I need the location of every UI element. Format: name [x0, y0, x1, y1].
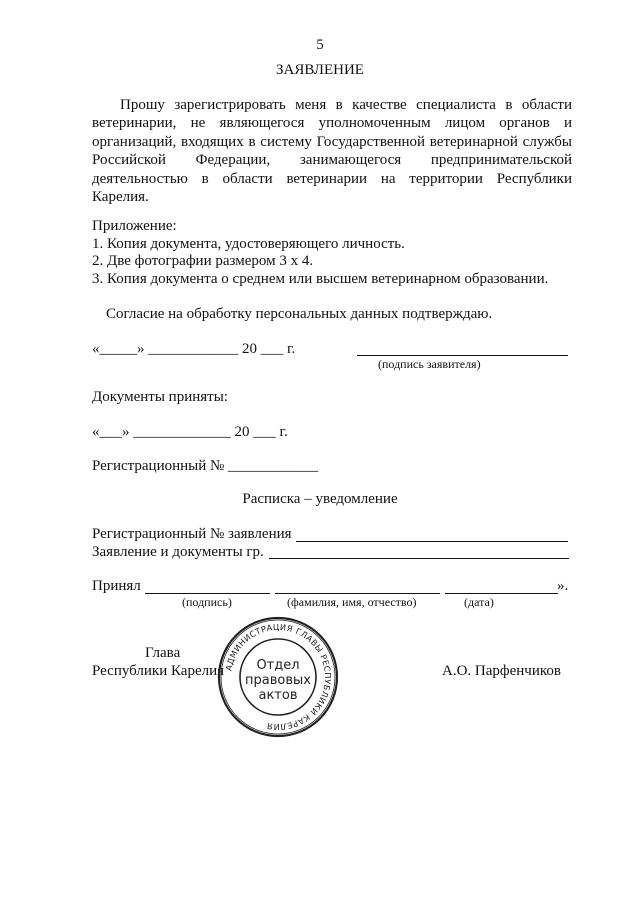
full-name-caption: (фамилия, имя, отчество)	[287, 595, 417, 609]
request-line: Российской Федерации, занимающегося предпринимательской	[92, 152, 572, 169]
receipt-title: Расписка – уведомление	[242, 491, 398, 507]
attachments-heading: Приложение:	[92, 218, 177, 234]
documents-from-label: Заявление и документы гр.	[92, 544, 264, 560]
attachment-item: 1. Копия документа, удостоверяющего личность.	[92, 236, 405, 252]
document-title: ЗАЯВЛЕНИЕ	[276, 62, 364, 78]
consent-statement: Согласие на обработку персональных данных подтверждаю.	[106, 306, 493, 322]
applicant-signature-line	[357, 355, 568, 356]
accepted-by-date-line	[445, 593, 558, 594]
signature-caption: (подпись)	[182, 595, 232, 609]
request-line: Карелия.	[92, 188, 149, 205]
page-number: 5	[316, 37, 324, 53]
application-registration-line	[296, 541, 568, 542]
signatory-name: А.О. Парфенчиков	[442, 663, 561, 679]
accepted-by-label: Принял	[92, 578, 141, 594]
attachment-item: 3. Копия документа о среднем или высшем ветеринарном образовании.	[92, 271, 549, 287]
receipt-closing: ».	[557, 578, 569, 594]
accepted-by-name-line	[275, 593, 440, 594]
request-line: Прошу зарегистрировать меня в качестве специалиста в области	[120, 97, 572, 113]
request-paragraph	[92, 96, 572, 206]
request-line: организаций, входящих в систему Государственной ветеринарной службы	[92, 133, 572, 150]
official-stamp	[216, 615, 340, 739]
stamp-center-line: Отдел	[256, 658, 300, 673]
signatory-position-line2: Республики Карелия	[92, 663, 225, 679]
stamp-center-line: актов	[258, 688, 298, 703]
accepted-by-signature-line	[145, 593, 270, 594]
applicant-signature-caption: (подпись заявителя)	[378, 357, 481, 371]
signatory-position-line1: Глава	[145, 645, 181, 661]
documents-from-line	[269, 558, 569, 559]
request-line: деятельностью в области ветеринарии на территории Республики	[92, 170, 572, 187]
stamp-ring-text: АДМИНИСТРАЦИЯ ГЛАВЫ РЕСПУБЛИКИ КАРЕЛИЯ	[223, 621, 334, 733]
request-line: ветеринарии, не являющегося уполномоченным лицом органов и	[92, 115, 572, 132]
application-registration-label: Регистрационный № заявления	[92, 526, 292, 542]
stamp-center-line: правовых	[245, 673, 311, 688]
acceptance-date-line: «___» _____________ 20 ___ г.	[92, 424, 288, 440]
attachment-item: 2. Две фотографии размером 3 х 4.	[92, 253, 314, 269]
documents-accepted-label: Документы приняты:	[92, 389, 228, 405]
date-caption: (дата)	[464, 595, 494, 609]
registration-number-label: Регистрационный № ____________	[92, 458, 319, 474]
application-date-line: «_____» ____________ 20 ___ г.	[92, 341, 296, 357]
